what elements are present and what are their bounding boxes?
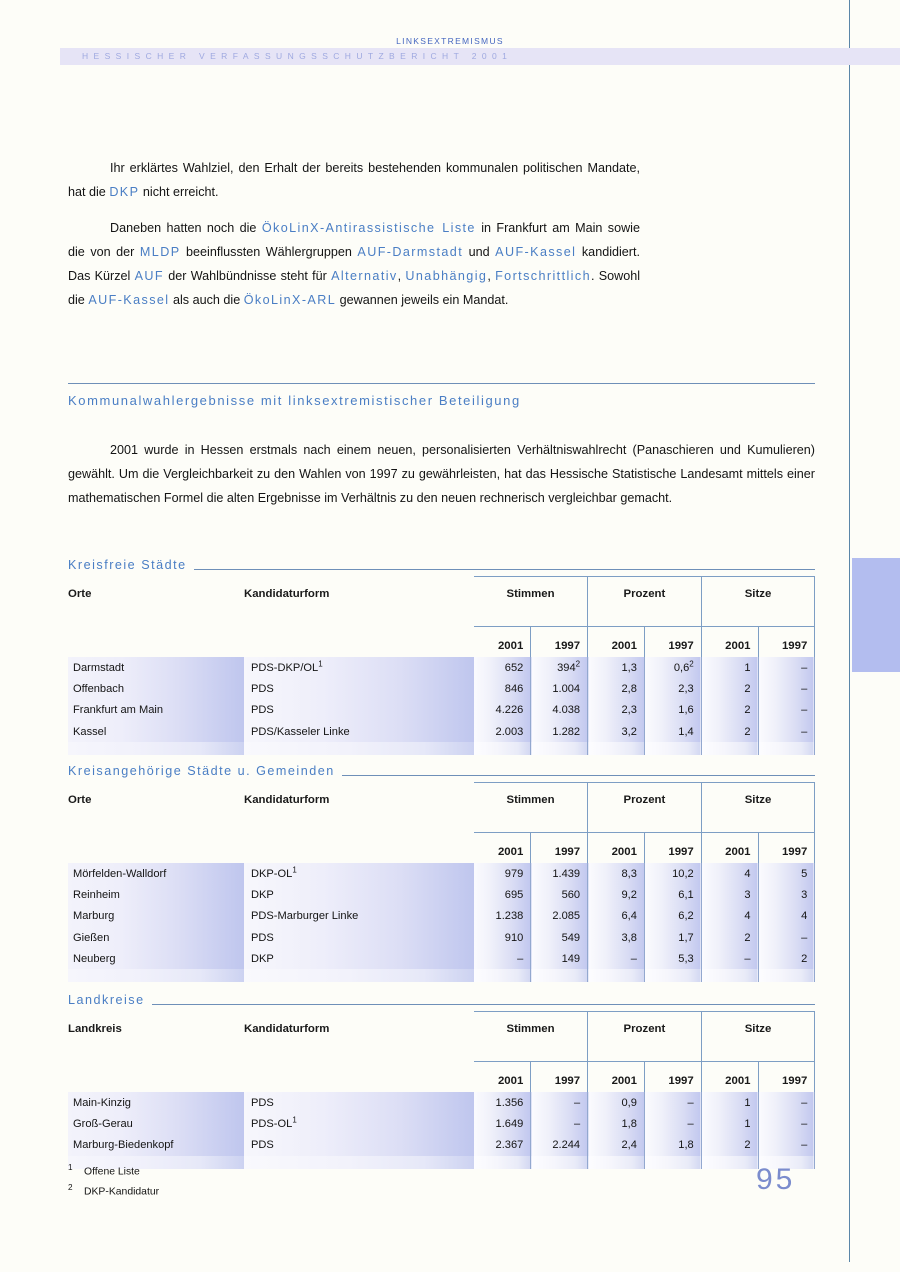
- cell-stimmen-1997: 560: [531, 884, 588, 905]
- cell-prozent-2001: 0,9: [588, 1092, 645, 1113]
- cell-prozent-2001: –: [588, 948, 645, 969]
- spacer-cell: [644, 1045, 701, 1062]
- cell-landkreis: Groß-Gerau: [68, 1113, 244, 1134]
- cell-sitze-2001: 2: [701, 700, 758, 721]
- cell-prozent-2001: 8,3: [588, 863, 645, 884]
- cell-sitze-1997: –: [758, 1092, 815, 1113]
- cell-ort: Neuberg: [68, 948, 244, 969]
- col-group-prozent: Prozent: [588, 783, 702, 817]
- cell-kandidatur: DKP: [244, 948, 474, 969]
- year-header-blank: [68, 833, 244, 864]
- spacer-cell: [474, 1045, 531, 1062]
- table-caption-text: Kreisfreie Städte: [68, 558, 194, 572]
- p2-text-d: und: [463, 245, 496, 259]
- value-text: 0,6: [673, 661, 690, 674]
- cell-stimmen-1997: 4.038: [531, 700, 588, 721]
- cell-stimmen-2001: 910: [474, 927, 531, 948]
- col-group-sitze: Sitze: [701, 783, 815, 817]
- cell-stimmen-1997: 149: [531, 948, 588, 969]
- cell-prozent-2001: 2,4: [588, 1135, 645, 1156]
- table-header-spacer-row: [68, 816, 815, 833]
- org-auf-kassel: AUF-Kassel: [495, 245, 577, 259]
- table-year-header-row: [68, 1062, 815, 1093]
- cell-stimmen-2001: 652: [474, 657, 531, 678]
- footnote-marker: 1: [292, 864, 297, 874]
- cell-sitze-2001: 1: [701, 1092, 758, 1113]
- cell-prozent-2001: 9,2: [588, 884, 645, 905]
- footnote-marker: 2: [689, 658, 694, 668]
- cell-sitze-1997: –: [758, 657, 815, 678]
- table-row: [68, 721, 815, 742]
- spacer-cell: [244, 1045, 474, 1062]
- table-group-header-row: [68, 577, 815, 611]
- col-header-kandidaturform: Kandidaturform: [244, 1022, 330, 1035]
- table-body: [68, 657, 815, 755]
- cell-stimmen-1997: –: [531, 1092, 588, 1113]
- cell-stimmen-2001: 2.003: [474, 721, 531, 742]
- pad-cell: [474, 1156, 531, 1169]
- spacer-cell: [474, 816, 531, 833]
- cell-prozent-2001: 1,8: [588, 1113, 645, 1134]
- cell-stimmen-2001: –: [474, 948, 531, 969]
- kandidatur-text: PDS-OL: [251, 1117, 293, 1130]
- table-body: [68, 863, 815, 982]
- cell-ort: Marburg: [68, 906, 244, 927]
- p2-text-j: als auch die: [169, 293, 244, 307]
- cell-ort: Offenbach: [68, 678, 244, 699]
- footnote-item: [68, 1180, 468, 1200]
- cell-sitze-1997: –: [758, 1113, 815, 1134]
- term-fortschrittlich: Fortschrittlich: [495, 269, 591, 283]
- footnotes-block: [68, 1160, 468, 1200]
- cell-prozent-2001: 2,3: [588, 700, 645, 721]
- cell-prozent-1997: 5,3: [644, 948, 701, 969]
- pad-cell: [588, 742, 645, 755]
- table-caption: [68, 556, 815, 574]
- cell-sitze-2001: 2: [701, 1135, 758, 1156]
- spacer-cell: [758, 610, 815, 627]
- col-group-stimmen: Stimmen: [474, 783, 588, 817]
- year-header-prozent-1997: 1997: [644, 627, 701, 658]
- table-row: [68, 657, 815, 678]
- cell-ort: Darmstadt: [68, 657, 244, 678]
- year-header-sitze-2001: 2001: [701, 627, 758, 658]
- cell-stimmen-1997: –: [531, 1113, 588, 1134]
- cell-ort: Reinheim: [68, 884, 244, 905]
- cell-prozent-1997: 10,2: [644, 863, 701, 884]
- year-header-stimmen-2001: 2001: [474, 1062, 531, 1093]
- cell-kandidatur: PDS: [244, 700, 474, 721]
- year-header-stimmen-2001: 2001: [474, 833, 531, 864]
- cell-stimmen-1997: 2.085: [531, 906, 588, 927]
- results-table: [68, 1011, 815, 1169]
- year-header-prozent-2001: 2001: [588, 627, 645, 658]
- p2-text-e: kandidiert. Das Kürzel: [68, 245, 640, 283]
- cell-ort: Mörfelden-Walldorf: [68, 863, 244, 884]
- p2-text-g: ,: [397, 269, 406, 283]
- table-bottom-pad-row: [68, 742, 815, 755]
- org-okolinx-arl: ÖkoLinX-ARL: [243, 293, 337, 307]
- year-header-sitze-1997: 1997: [758, 627, 815, 658]
- pad-cell: [644, 742, 701, 755]
- cell-ort: Frankfurt am Main: [68, 700, 244, 721]
- p3-text: 2001 wurde in Hessen erstmals nach einem neuen, personalisierten Verhältniswahlrecht (Panaschieren und Kumulieren) gewählt. Um die Vergleichbarkeit zu den Wahlen von 1997 zu gewährleisten, hat das Hessische Statistische Landesamt mittels einer mathematischen Formel die alten Ergebnisse im Verhältnis zu den neuen rechnerisch vergleichbar gemacht.: [68, 443, 815, 505]
- year-header-stimmen-1997: 1997: [531, 627, 588, 658]
- p2-text-i: . Sowohl die: [68, 269, 641, 307]
- table-caption: [68, 991, 815, 1009]
- pad-cell: [68, 742, 244, 755]
- org-auf-kassel-2: AUF-Kassel: [88, 293, 170, 307]
- pad-cell: [701, 969, 758, 982]
- cell-stimmen-2001: 1.649: [474, 1113, 531, 1134]
- table-caption-text: Kreisangehörige Städte u. Gemeinden: [68, 764, 342, 778]
- cell-sitze-1997: –: [758, 1135, 815, 1156]
- cell-sitze-2001: –: [701, 948, 758, 969]
- p2-text-f: der Wahlbündnisse steht für: [164, 269, 332, 283]
- paragraph-one: [68, 156, 640, 204]
- spacer-cell: [588, 1045, 645, 1062]
- pad-cell: [758, 969, 815, 982]
- cell-kandidatur: PDS: [244, 1092, 474, 1113]
- table-bottom-pad-row: [68, 969, 815, 982]
- org-dkp: DKP: [109, 185, 140, 199]
- cell-landkreis: Main-Kinzig: [68, 1092, 244, 1113]
- spacer-cell: [758, 816, 815, 833]
- table-block-landkreise: [68, 991, 815, 1169]
- cell-prozent-2001: 1,3: [588, 657, 645, 678]
- pad-cell: [244, 969, 474, 982]
- table-caption-rule: [68, 1004, 815, 1005]
- cell-prozent-1997: [644, 657, 701, 678]
- year-header-prozent-1997: 1997: [644, 1062, 701, 1093]
- cell-sitze-1997: –: [758, 678, 815, 699]
- value-text: 394: [557, 661, 576, 674]
- pad-cell: [588, 1156, 645, 1169]
- year-header-prozent-2001: 2001: [588, 833, 645, 864]
- cell-prozent-1997: –: [644, 1113, 701, 1134]
- p1-text-a: Ihr erklärtes Wahlziel, den Erhalt der bereits bestehenden kommunalen politischen Mandate, hat die: [68, 161, 640, 199]
- running-head: [0, 31, 900, 45]
- cell-stimmen-2001: 1.238: [474, 906, 531, 927]
- paragraph-three: [68, 438, 815, 510]
- cell-stimmen-1997: 549: [531, 927, 588, 948]
- col-header-kandidaturform: Kandidaturform: [244, 587, 330, 600]
- col-group-sitze: Sitze: [701, 577, 815, 611]
- cell-sitze-1997: –: [758, 700, 815, 721]
- spacer-cell: [588, 816, 645, 833]
- org-okolinx-liste: ÖkoLinX-Antirassistische Liste: [261, 221, 476, 235]
- cell-sitze-1997: 5: [758, 863, 815, 884]
- p2-text-c: beeinflussten Wählergruppen: [180, 245, 358, 259]
- col-header-kandidaturform: Kandidaturform: [244, 793, 330, 806]
- page-number: 95: [756, 1163, 796, 1196]
- spacer-cell: [701, 610, 758, 627]
- results-table: [68, 576, 815, 755]
- year-header-stimmen-1997: 1997: [531, 1062, 588, 1093]
- pad-cell: [474, 742, 531, 755]
- cell-stimmen-2001: 846: [474, 678, 531, 699]
- p2-text-a: Daneben hatten noch die: [110, 221, 262, 235]
- table-year-header-row: [68, 627, 815, 658]
- term-alternativ: Alternativ: [331, 269, 398, 283]
- cell-stimmen-1997: 1.004: [531, 678, 588, 699]
- running-head-band: [60, 48, 900, 65]
- table-header-spacer-row: [68, 610, 815, 627]
- cell-landkreis: Marburg-Biedenkopf: [68, 1135, 244, 1156]
- table-row: [68, 948, 815, 969]
- year-header-sitze-1997: 1997: [758, 1062, 815, 1093]
- cell-ort: Kassel: [68, 721, 244, 742]
- year-header-stimmen-1997: 1997: [531, 833, 588, 864]
- col-header-orte: Orte: [68, 587, 92, 600]
- spacer-cell: [474, 610, 531, 627]
- table-row: [68, 700, 815, 721]
- pad-cell: [474, 969, 531, 982]
- org-auf: AUF: [134, 269, 164, 283]
- pad-cell: [588, 969, 645, 982]
- cell-sitze-2001: 1: [701, 657, 758, 678]
- footnote-marker: 1: [292, 1115, 297, 1125]
- cell-kandidatur: PDS-Marburger Linke: [244, 906, 474, 927]
- right-vertical-rule: [849, 0, 850, 1262]
- spacer-cell: [68, 610, 244, 627]
- cell-kandidatur: PDS: [244, 678, 474, 699]
- cell-prozent-1997: 2,3: [644, 678, 701, 699]
- year-header-blank: [244, 1062, 474, 1093]
- table-row: [68, 678, 815, 699]
- year-header-prozent-2001: 2001: [588, 1062, 645, 1093]
- pad-cell: [701, 742, 758, 755]
- year-header-blank: [68, 1062, 244, 1093]
- cell-stimmen-1997: 1.282: [531, 721, 588, 742]
- cell-stimmen-2001: 4.226: [474, 700, 531, 721]
- cell-kandidatur: [244, 1113, 474, 1134]
- cell-prozent-1997: 6,2: [644, 906, 701, 927]
- cell-kandidatur: [244, 657, 474, 678]
- table-body: [68, 1092, 815, 1169]
- cell-stimmen-2001: 2.367: [474, 1135, 531, 1156]
- table-group-header-row: [68, 1012, 815, 1046]
- footnote-text: Offene Liste: [84, 1166, 140, 1178]
- cell-sitze-1997: 3: [758, 884, 815, 905]
- col-group-prozent: Prozent: [588, 1012, 702, 1046]
- spacer-cell: [644, 816, 701, 833]
- cell-sitze-2001: 2: [701, 678, 758, 699]
- cell-sitze-2001: 2: [701, 721, 758, 742]
- p2-text-b: in Frankfurt am Main sowie die von der: [68, 221, 640, 259]
- cell-prozent-1997: –: [644, 1092, 701, 1113]
- cell-prozent-1997: 1,6: [644, 700, 701, 721]
- spacer-cell: [531, 1045, 588, 1062]
- p2-text-h: ,: [487, 269, 496, 283]
- cell-stimmen-2001: 695: [474, 884, 531, 905]
- section-heading-title: Kommunalwahlergebnisse mit linksextremistischer Beteiligung: [68, 393, 521, 408]
- year-header-blank: [244, 627, 474, 658]
- year-header-prozent-1997: 1997: [644, 833, 701, 864]
- footnote-number: 2: [68, 1182, 73, 1192]
- pad-cell: [758, 742, 815, 755]
- pad-cell: [644, 969, 701, 982]
- running-head-report-title: HESSISCHER VERFASSUNGSSCHUTZBERICHT 2001: [82, 51, 513, 61]
- cell-prozent-2001: 3,2: [588, 721, 645, 742]
- cell-prozent-1997: 6,1: [644, 884, 701, 905]
- p2-text-k: gewannen jeweils ein Mandat.: [336, 293, 509, 307]
- year-header-sitze-2001: 2001: [701, 833, 758, 864]
- cell-prozent-2001: 2,8: [588, 678, 645, 699]
- table-block-kreisangehoerige-staedte: [68, 762, 815, 982]
- results-table: [68, 782, 815, 982]
- year-header-stimmen-2001: 2001: [474, 627, 531, 658]
- cell-sitze-1997: 4: [758, 906, 815, 927]
- cell-stimmen-1997: [531, 657, 588, 678]
- cell-sitze-1997: 2: [758, 948, 815, 969]
- term-unabhaengig: Unabhängig: [405, 269, 488, 283]
- footnote-marker: 2: [575, 658, 581, 668]
- kandidatur-text: DKP-OL: [251, 867, 293, 880]
- year-header-sitze-1997: 1997: [758, 833, 815, 864]
- table-row: [68, 1113, 815, 1134]
- org-auf-darmstadt: AUF-Darmstadt: [357, 245, 464, 259]
- table-block-kreisfreie-staedte: [68, 556, 815, 755]
- section-heading-block: [68, 383, 815, 408]
- cell-stimmen-1997: 1.439: [531, 863, 588, 884]
- cell-prozent-2001: 3,8: [588, 927, 645, 948]
- cell-kandidatur: PDS/Kasseler Linke: [244, 721, 474, 742]
- kandidatur-text: PDS-DKP/OL: [251, 661, 319, 674]
- footnote-number: 1: [68, 1163, 73, 1172]
- pad-cell: [531, 742, 588, 755]
- p1-text-b: nicht erreicht.: [139, 185, 219, 199]
- col-header-orte: Orte: [68, 793, 92, 806]
- table-row: [68, 863, 815, 884]
- paragraph-two: [68, 216, 640, 312]
- spacer-cell: [244, 610, 474, 627]
- spacer-cell: [68, 1045, 244, 1062]
- pad-cell: [701, 1156, 758, 1169]
- cell-sitze-1997: –: [758, 721, 815, 742]
- spacer-cell: [701, 816, 758, 833]
- year-header-blank: [244, 833, 474, 864]
- cell-sitze-2001: 4: [701, 906, 758, 927]
- table-row: [68, 1135, 815, 1156]
- col-group-stimmen: Stimmen: [474, 1012, 588, 1046]
- spacer-cell: [531, 610, 588, 627]
- cell-prozent-1997: 1,4: [644, 721, 701, 742]
- year-header-blank: [68, 627, 244, 658]
- cell-sitze-1997: –: [758, 927, 815, 948]
- footnote-marker: 1: [318, 658, 323, 668]
- spacer-cell: [588, 610, 645, 627]
- cell-prozent-1997: 1,8: [644, 1135, 701, 1156]
- pad-cell: [68, 969, 244, 982]
- table-row: [68, 906, 815, 927]
- table-caption: [68, 762, 815, 780]
- footnote-text: DKP-Kandidatur: [84, 1186, 160, 1198]
- year-header-sitze-2001: 2001: [701, 1062, 758, 1093]
- side-marker-tab: [852, 558, 900, 672]
- cell-kandidatur: DKP: [244, 884, 474, 905]
- spacer-cell: [758, 1045, 815, 1062]
- spacer-cell: [68, 816, 244, 833]
- cell-kandidatur: PDS: [244, 1135, 474, 1156]
- spacer-cell: [644, 610, 701, 627]
- cell-sitze-2001: 3: [701, 884, 758, 905]
- cell-sitze-2001: 2: [701, 927, 758, 948]
- table-row: [68, 1092, 815, 1113]
- pad-cell: [531, 1156, 588, 1169]
- cell-stimmen-1997: 2.244: [531, 1135, 588, 1156]
- cell-sitze-2001: 4: [701, 863, 758, 884]
- cell-prozent-1997: 1,7: [644, 927, 701, 948]
- cell-stimmen-2001: 979: [474, 863, 531, 884]
- pad-cell: [244, 742, 474, 755]
- spacer-cell: [531, 816, 588, 833]
- spacer-cell: [701, 1045, 758, 1062]
- table-row: [68, 927, 815, 948]
- col-group-stimmen: Stimmen: [474, 577, 588, 611]
- cell-kandidatur: [244, 863, 474, 884]
- cell-kandidatur: PDS: [244, 927, 474, 948]
- cell-sitze-2001: 1: [701, 1113, 758, 1134]
- table-caption-text: Landkreise: [68, 993, 152, 1007]
- spacer-cell: [244, 816, 474, 833]
- table-year-header-row: [68, 833, 815, 864]
- pad-cell: [531, 969, 588, 982]
- cell-ort: Gießen: [68, 927, 244, 948]
- section-heading-rule: [68, 383, 815, 384]
- table-row: [68, 884, 815, 905]
- pad-cell: [644, 1156, 701, 1169]
- cell-prozent-2001: 6,4: [588, 906, 645, 927]
- cell-stimmen-2001: 1.356: [474, 1092, 531, 1113]
- org-mldp: MLDP: [139, 245, 181, 259]
- col-header-landkreis: Landkreis: [68, 1022, 122, 1035]
- footnote-item: [68, 1160, 468, 1180]
- table-header-spacer-row: [68, 1045, 815, 1062]
- running-head-section: LINKSEXTREMISMUS: [396, 36, 504, 46]
- col-group-sitze: Sitze: [701, 1012, 815, 1046]
- col-group-prozent: Prozent: [588, 577, 702, 611]
- table-group-header-row: [68, 783, 815, 817]
